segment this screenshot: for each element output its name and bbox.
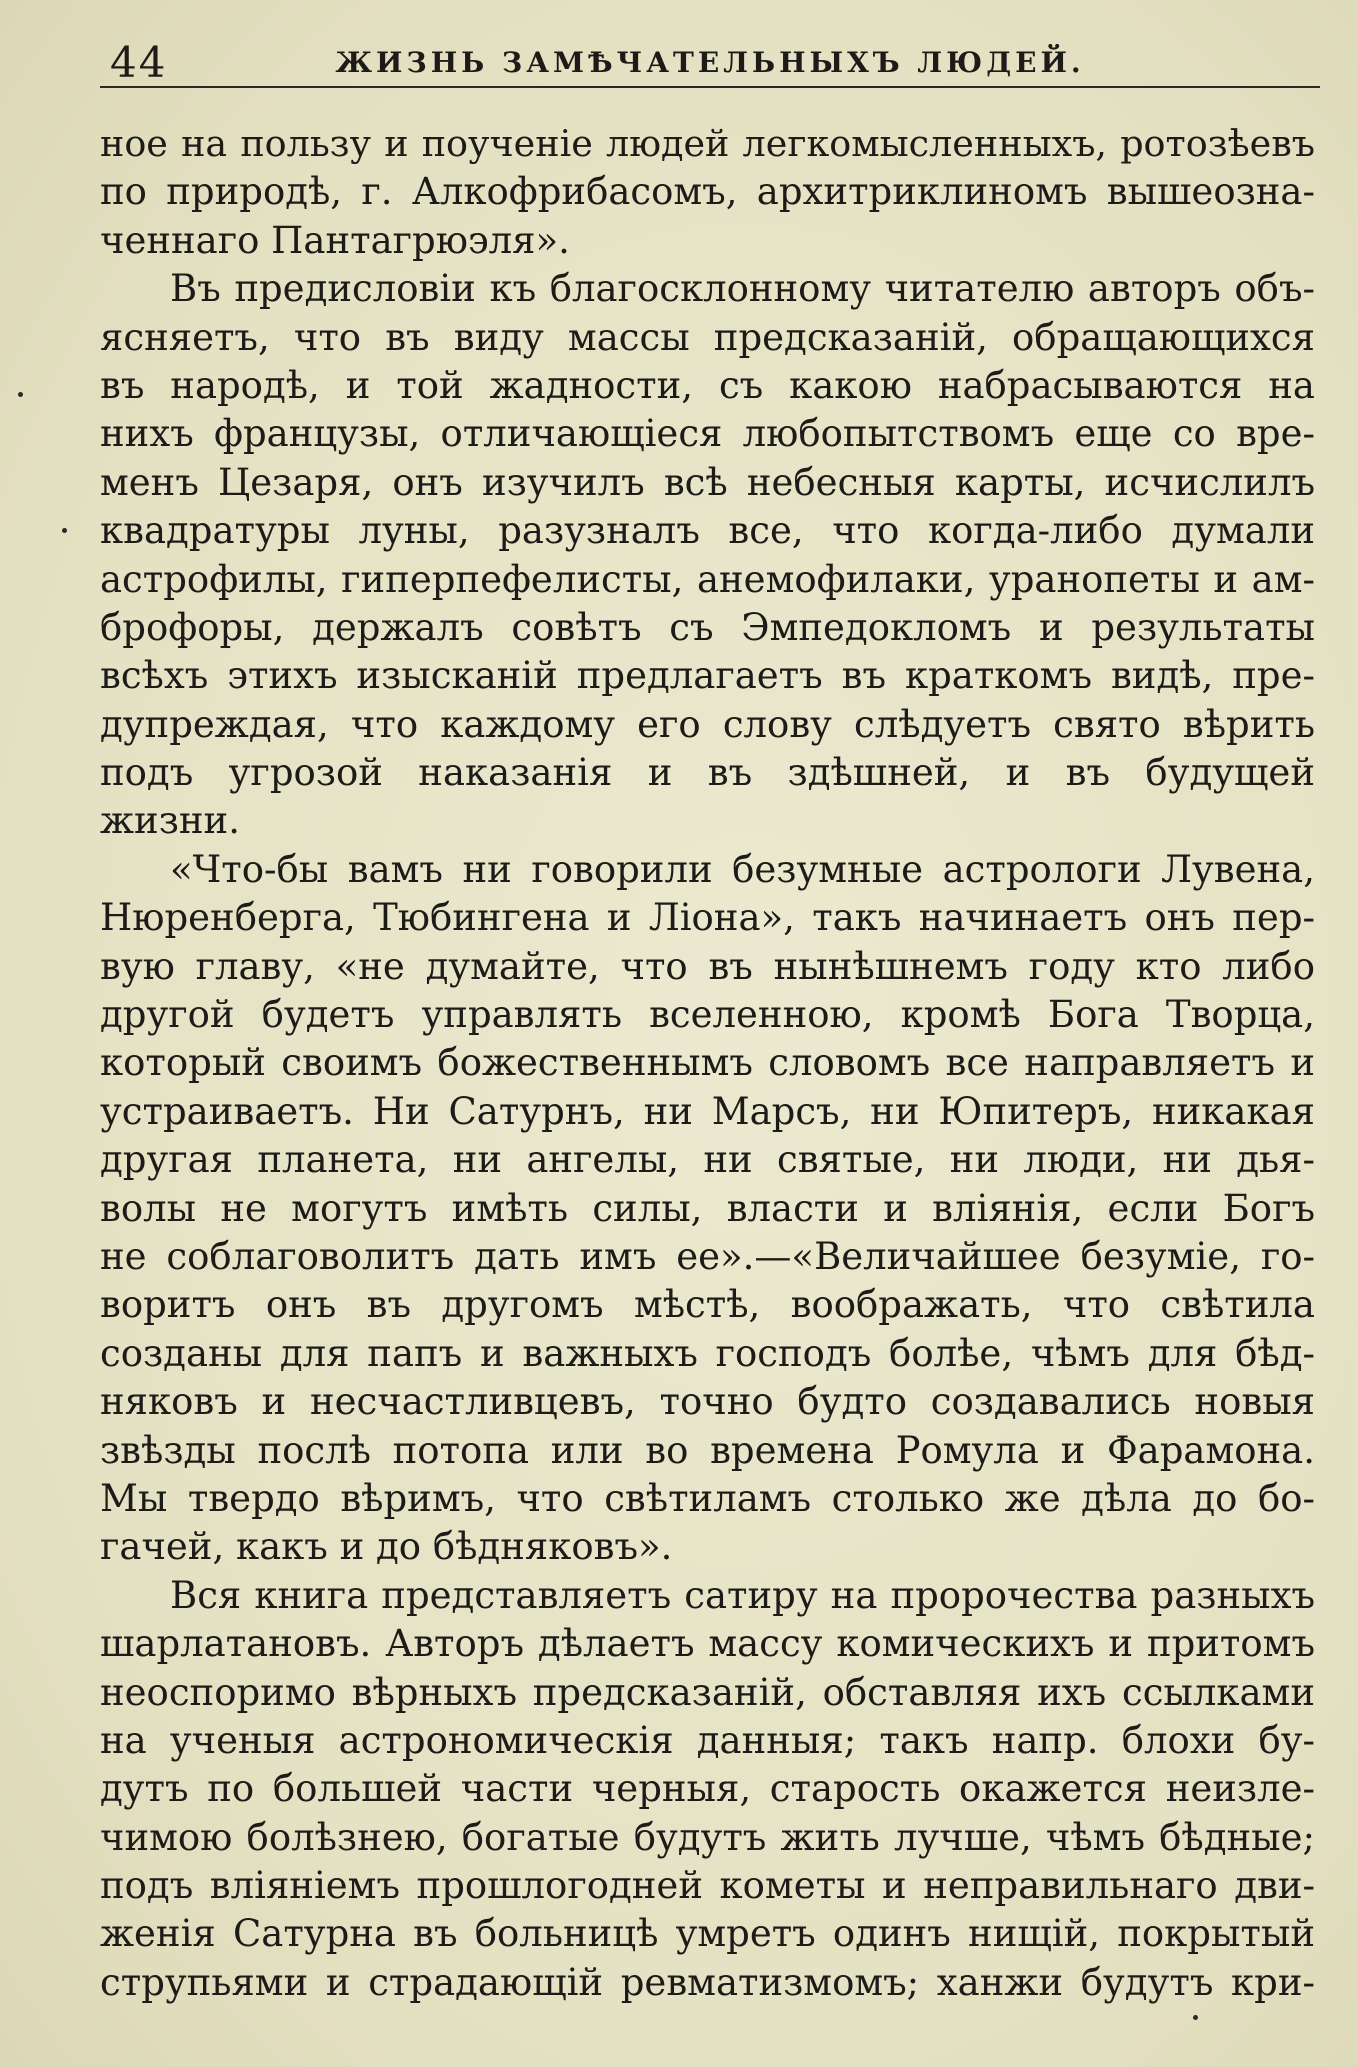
text-line: Въ предисловіи къ благосклонному читателю авторъ объ-	[170, 267, 1315, 311]
text-line: въ народѣ, и той жадности, съ какою набрасываются на	[100, 363, 1315, 407]
body-text	[100, 120, 1315, 2007]
text-line: менъ Цезаря, онъ изучилъ всѣ небесныя карты, исчислилъ	[100, 460, 1315, 504]
text-line: воритъ онъ въ другомъ мѣстѣ, воображать, что свѣтила	[100, 1283, 1315, 1327]
text-line: звѣзды послѣ потопа или во времена Ромула и Фарамона.	[100, 1428, 1315, 1472]
text-line: другой будетъ управлять вселенною, кромѣ Бога Творца,	[100, 993, 1315, 1037]
text-line: Вся книга представляетъ сатиру на пророчества разныхъ	[170, 1573, 1315, 1617]
text-line: устраиваетъ. Ни Сатурнъ, ни Марсъ, ни Юпитеръ, никакая	[100, 1089, 1315, 1133]
text-line: гачей, какъ и до бѣдняковъ».	[100, 1525, 673, 1569]
text-line: жизни.	[100, 799, 240, 843]
text-line: женія Сатурна въ больницѣ умретъ одинъ нищій, покрытый	[100, 1912, 1315, 1956]
page-header	[100, 34, 1320, 94]
text-line: по природѣ, г. Алкофрибасомъ, архитриклиномъ вышеозна-	[100, 170, 1315, 214]
text-line: ное на пользу и поученіе людей легкомысленныхъ, ротозѣевъ	[100, 122, 1315, 165]
text-line: ясняетъ, что въ виду массы предсказаній, обращающихся	[100, 315, 1315, 359]
ink-speck	[1193, 2015, 1198, 2020]
text-line: другая планета, ни ангелы, ни святые, ни люди, ни дья-	[100, 1138, 1315, 1182]
text-line: на ученыя астрономическія данныя; такъ напр. блохи бу-	[100, 1718, 1315, 1762]
page-number: 44	[110, 38, 168, 87]
text-line: волы не могутъ имѣть силы, власти и вліянія, если Богъ	[100, 1186, 1315, 1230]
text-line: дупреждая, что каждому его слову слѣдуетъ свято вѣрить	[100, 702, 1315, 746]
text-line: шарлатановъ. Авторъ дѣлаетъ массу комическихъ и притомъ	[100, 1622, 1315, 1666]
text-line: созданы для папъ и важныхъ господъ болѣе, чѣмъ для бѣд-	[100, 1331, 1315, 1375]
text-line: чимою болѣзнею, богатые будутъ жить лучше, чѣмъ бѣдные;	[100, 1815, 1315, 1859]
ink-speck	[18, 392, 23, 397]
text-line: «Что-бы вамъ ни говорили безумные астрологи Лувена,	[170, 847, 1315, 891]
text-line: всѣхъ этихъ изысканій предлагаетъ въ краткомъ видѣ, пре-	[100, 654, 1315, 698]
text-line: астрофилы, гиперпефелисты, анемофилаки, уранопеты и ам-	[100, 557, 1315, 601]
text-line: няковъ и несчастливцевъ, точно будто создавались новыя	[100, 1380, 1315, 1424]
text-line: брофоры, держалъ совѣтъ съ Эмпедокломъ и результаты	[100, 605, 1315, 649]
text-line: ченнаго Пантагрюэля».	[100, 218, 570, 262]
text-line: струпьями и страдающій ревматизмомъ; ханжи будутъ кри-	[100, 1960, 1315, 2004]
text-line: Мы твердо вѣримъ, что свѣтиламъ столько же дѣла до бо-	[100, 1476, 1315, 1520]
text-line: подъ вліяніемъ прошлогодней кометы и неправильнаго дви-	[100, 1864, 1315, 1908]
text-line: неоспоримо вѣрныхъ предсказаній, обставляя ихъ ссылками	[100, 1670, 1315, 1714]
text-line: который своимъ божественнымъ словомъ все направляетъ и	[100, 1041, 1315, 1085]
header-rule	[100, 86, 1320, 88]
text-line: квадратуры луны, разузналъ все, что когда-либо думали	[100, 509, 1315, 553]
running-title: ЖИЗНЬ ЗАМѢЧАТЕЛЬНЫХЪ ЛЮДЕЙ.	[335, 46, 1085, 79]
text-line: не соблаговолитъ дать имъ ее».—«Величайшее безуміе, го-	[100, 1234, 1315, 1278]
text-line: вую главу, «не думайте, что въ нынѣшнемъ году кто либо	[100, 944, 1315, 988]
text-line: Нюренберга, Тюбингена и Ліона», такъ начинаетъ онъ пер-	[100, 896, 1315, 940]
ink-speck	[62, 528, 67, 533]
text-line: подъ угрозой наказанія и въ здѣшней, и въ будущей	[100, 751, 1315, 795]
text-line: нихъ французы, отличающіеся любопытствомъ еще со вре-	[100, 412, 1315, 456]
text-line: дутъ по большей части черныя, старость окажется неизле-	[100, 1767, 1315, 1811]
